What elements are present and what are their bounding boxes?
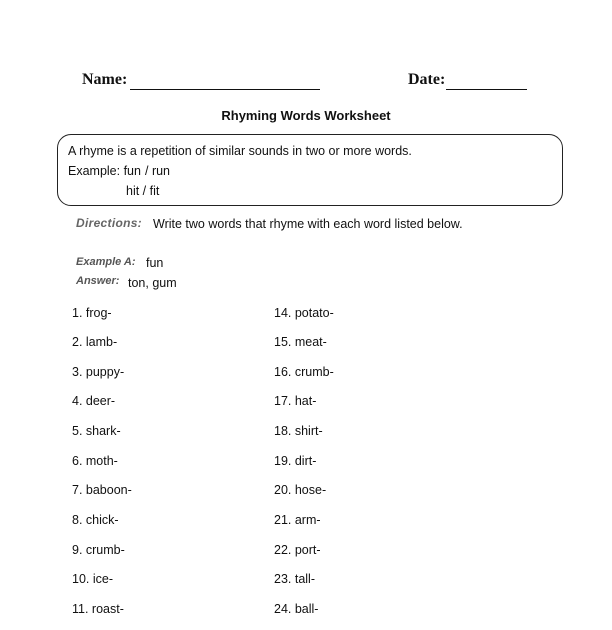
word-item: 22. port- [274,543,321,557]
definition-text: A rhyme is a repetition of similar sounds in two or more words. [68,144,412,158]
word-item: 17. hat- [274,394,317,408]
word-item: 7. baboon- [72,483,132,497]
word-item: 16. crumb- [274,365,334,379]
name-label: Name: [82,71,128,88]
word-item: 21. arm- [274,513,321,527]
example-pair-2: hit / fit [126,184,160,198]
word-item: 24. ball- [274,602,319,616]
directions-label: Directions: [76,216,142,230]
date-line [446,89,527,90]
example-a-word: fun [146,256,164,270]
word-item: 4. deer- [72,394,116,408]
word-item: 20. hose- [274,483,327,497]
word-item: 10. ice- [72,572,113,586]
answer-label: Answer: [76,275,120,287]
word-item: 19. dirt- [274,454,317,468]
word-item: 23. tall- [274,572,315,586]
word-item: 15. meat- [274,335,327,349]
word-item: 2. lamb- [72,335,118,349]
name-line [130,89,320,90]
word-item: 9. crumb- [72,543,125,557]
worksheet-title: Rhyming Words Worksheet [221,108,391,123]
example-label: Example: fun [68,164,141,178]
word-item: 18. shirt- [274,424,323,438]
date-label: Date: [408,71,446,88]
word-item: 5. shark- [72,424,121,438]
example-pair-1: / run [145,164,171,178]
word-item: 11. roast- [72,602,124,616]
word-item: 3. puppy- [72,365,125,379]
answer-value: ton, gum [128,276,177,290]
example-a-label: Example A: [76,256,136,268]
word-item: 6. moth- [72,454,118,468]
word-item: 8. chick- [72,513,119,527]
word-item: 1. frog- [72,306,112,320]
word-item: 14. potato- [274,306,334,320]
directions-text: Write two words that rhyme with each word listed below. [153,217,463,231]
